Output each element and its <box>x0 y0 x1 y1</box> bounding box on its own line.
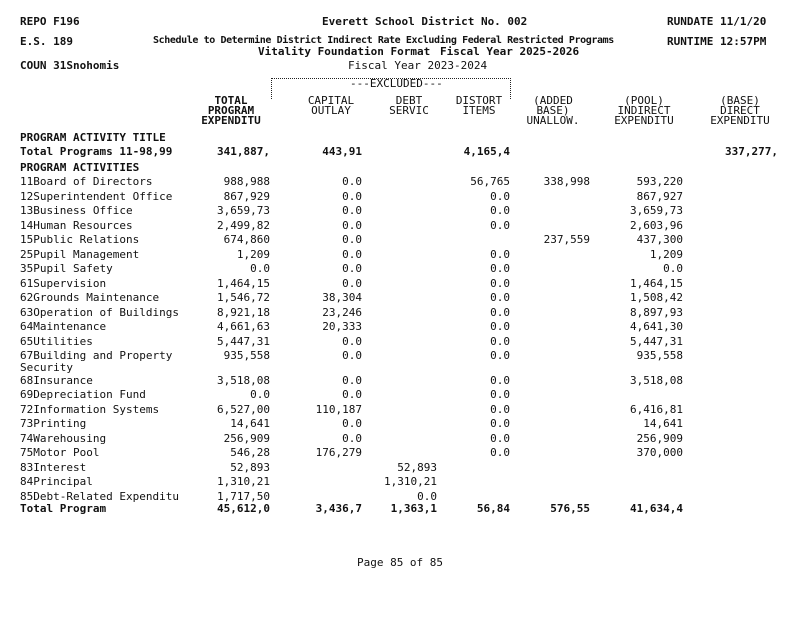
table-row <box>0 462 800 474</box>
cell-capital-outlay: 3,436,7 <box>315 502 362 515</box>
row-name: Total Programs 11-98,99 <box>20 145 173 158</box>
cell-pool-indirect: 3,659,73 <box>630 204 683 217</box>
col-header-base-direct: (BASE) DIRECT EXPENDITU <box>710 94 770 127</box>
cell-distort-items: 0.0 <box>490 291 510 304</box>
table-row-total-program <box>0 503 800 515</box>
cell-debt-service: 1,363,1 <box>390 502 437 515</box>
row-name: 14Human Resources <box>20 218 133 232</box>
cell-pool-indirect: 1,508,42 <box>630 291 683 304</box>
cell-added-base: 576,55 <box>550 502 590 515</box>
cell-pool-indirect: 3,518,08 <box>630 373 683 387</box>
table-row <box>0 292 800 304</box>
cell-capital-outlay: 0.0 <box>342 276 362 290</box>
cell-debt-service: 52,893 <box>397 460 437 474</box>
cell-capital-outlay: 23,246 <box>322 305 362 319</box>
cell-distort-items: 0.0 <box>490 247 510 261</box>
format-title: Vitality Foundation Format <box>258 45 431 58</box>
table-row <box>0 321 800 333</box>
cell-distort-items: 0.0 <box>490 305 510 319</box>
cell-distort-items: 56,765 <box>470 175 510 188</box>
col-header-distort-items: DISTORT ITEMS <box>455 94 503 117</box>
row-name: 74Warehousing <box>20 431 107 445</box>
cell-distort-items: 0.0 <box>490 402 510 416</box>
row-name: 61Supervision <box>20 276 107 290</box>
cell-pool-indirect: 1,464,15 <box>630 276 683 290</box>
cell-pool-indirect: 593,220 <box>636 175 683 188</box>
col-header-capital-outlay: CAPITAL OUTLAY <box>307 94 355 117</box>
table-row <box>0 205 800 217</box>
cell-pool-indirect: 41,634,4 <box>630 502 683 515</box>
cell-total-program: 5,447,31 <box>217 334 270 348</box>
cell-distort-items: 4,165,4 <box>463 145 510 158</box>
cell-total-program: 546,28 <box>230 446 270 459</box>
cell-distort-items: 0.0 <box>490 262 510 275</box>
cell-total-program: 8,921,18 <box>217 305 270 319</box>
cell-total-program: 3,659,73 <box>217 204 270 217</box>
cell-total-program: 935,558 <box>223 349 270 362</box>
fiscal-year-secondary: Fiscal Year 2023-2024 <box>348 59 488 72</box>
table-row <box>0 234 800 246</box>
cell-capital-outlay: 0.0 <box>342 233 362 246</box>
cell-debt-service: 1,310,21 <box>384 475 437 488</box>
cell-total-program: 1,310,21 <box>217 475 270 488</box>
cell-pool-indirect: 14,641 <box>643 417 683 430</box>
run-date: RUNDATE 11/1/20 <box>667 15 767 28</box>
row-name: 68Insurance <box>20 373 93 387</box>
cell-total-program: 0.0 <box>250 262 270 275</box>
row-name: 35Pupil Safety <box>20 262 113 275</box>
col-header-pool-indirect: (POOL) INDIRECT EXPENDITU <box>614 94 674 127</box>
row-name: 83Interest <box>20 460 87 474</box>
cell-distort-items: 0.0 <box>490 431 510 445</box>
table-row <box>0 491 800 503</box>
table-row <box>0 336 800 348</box>
cell-distort-items: 0.0 <box>490 446 510 459</box>
cell-distort-items: 0.0 <box>490 320 510 333</box>
cell-total-program: 4,661,63 <box>217 320 270 333</box>
cell-pool-indirect: 5,447,31 <box>630 334 683 348</box>
cell-distort-items: 0.0 <box>490 189 510 203</box>
cell-total-program: 1,717,50 <box>217 489 270 503</box>
cell-distort-items: 0.0 <box>490 276 510 290</box>
cell-capital-outlay: 443,91 <box>322 145 362 158</box>
cell-distort-items: 0.0 <box>490 334 510 348</box>
table-row <box>0 375 800 387</box>
cell-total-program: 52,893 <box>230 460 270 474</box>
cell-base-direct: 337,277, <box>725 145 778 158</box>
col-header-debt-service: DEBT SERVIC <box>389 94 429 117</box>
row-name: 67Building and Property Security <box>20 349 173 374</box>
section-program-activities: PROGRAM ACTIVITIES <box>20 161 140 174</box>
cell-total-program: 867,929 <box>223 189 270 203</box>
cell-distort-items: 0.0 <box>490 204 510 217</box>
table-row <box>0 278 800 290</box>
cell-pool-indirect: 370,000 <box>636 446 683 459</box>
table-row <box>0 191 800 203</box>
row-name: 62Grounds Maintenance <box>20 291 160 304</box>
cell-pool-indirect: 0.0 <box>663 262 683 275</box>
row-name: 15Public Relations <box>20 233 140 246</box>
cell-total-program: 674,860 <box>223 233 270 246</box>
cell-capital-outlay: 0.0 <box>342 262 362 275</box>
cell-pool-indirect: 867,927 <box>636 189 683 203</box>
col-header-total-program: TOTAL PROGRAM EXPENDITU <box>201 94 261 127</box>
table-row <box>0 220 800 232</box>
cell-pool-indirect: 4,641,30 <box>630 320 683 333</box>
row-name: 11Board of Directors <box>20 175 153 188</box>
cell-capital-outlay: 0.0 <box>342 175 362 188</box>
cell-distort-items: 0.0 <box>490 388 510 401</box>
cell-total-program: 45,612,0 <box>217 502 270 515</box>
row-name: 63Operation of Buildings <box>20 305 179 319</box>
cell-total-program: 0.0 <box>250 388 270 401</box>
row-name: 85Debt-Related Expenditu <box>20 489 179 503</box>
row-name: 64Maintenance <box>20 320 107 333</box>
cell-distort-items: 0.0 <box>490 218 510 232</box>
cell-total-program: 1,209 <box>236 247 270 261</box>
cell-pool-indirect: 256,909 <box>636 431 683 445</box>
row-name: 25Pupil Management <box>20 247 140 261</box>
cell-distort-items: 56,84 <box>476 502 510 515</box>
cell-total-program: 988,988 <box>223 175 270 188</box>
table-row <box>0 176 800 188</box>
table-row-total-programs <box>0 146 800 158</box>
cell-total-program: 1,546,72 <box>217 291 270 304</box>
cell-debt-service: 0.0 <box>417 489 437 503</box>
run-time: RUNTIME 12:57PM <box>667 35 767 48</box>
cell-distort-items: 0.0 <box>490 417 510 430</box>
cell-total-program: 256,909 <box>223 431 270 445</box>
district-title: Everett School District No. 002 <box>322 15 528 28</box>
cell-distort-items: 0.0 <box>490 373 510 387</box>
table-row <box>0 307 800 319</box>
cell-capital-outlay: 110,187 <box>315 402 362 416</box>
cell-capital-outlay: 0.0 <box>342 431 362 445</box>
cell-pool-indirect: 8,897,93 <box>630 305 683 319</box>
cell-pool-indirect: 1,209 <box>649 247 683 261</box>
cell-capital-outlay: 0.0 <box>342 334 362 348</box>
cell-total-program: 14,641 <box>230 417 270 430</box>
row-name: Total Program <box>20 502 107 515</box>
cell-capital-outlay: 0.0 <box>342 204 362 217</box>
es-line: E.S. 189 <box>20 35 73 48</box>
row-name: 73Printing <box>20 417 87 430</box>
cell-added-base: 237,559 <box>543 233 590 246</box>
col-header-added-base: (ADDED BASE) UNALLOW. <box>526 94 580 127</box>
cell-pool-indirect: 935,558 <box>636 349 683 362</box>
table-row <box>0 263 800 275</box>
report-id: REPO F196 <box>20 15 80 28</box>
cell-capital-outlay: 0.0 <box>342 218 362 232</box>
cell-capital-outlay: 38,304 <box>322 291 362 304</box>
cell-capital-outlay: 0.0 <box>342 417 362 430</box>
row-name: 13Business Office <box>20 204 133 217</box>
cell-total-program: 2,499,82 <box>217 218 270 232</box>
row-name: 65Utilities <box>20 334 93 348</box>
table-row <box>0 418 800 430</box>
cell-capital-outlay: 0.0 <box>342 349 362 362</box>
cell-capital-outlay: 0.0 <box>342 388 362 401</box>
cell-total-program: 341,887, <box>217 145 270 158</box>
cell-pool-indirect: 2,603,96 <box>630 218 683 232</box>
table-row <box>0 349 800 374</box>
cell-distort-items: 0.0 <box>490 349 510 362</box>
row-name: 75Motor Pool <box>20 446 100 459</box>
cell-pool-indirect: 437,300 <box>636 233 683 246</box>
cell-capital-outlay: 0.0 <box>342 189 362 203</box>
excluded-label: ---EXCLUDED--- <box>350 77 443 90</box>
section-program-activity-title: PROGRAM ACTIVITY TITLE <box>20 131 166 144</box>
cell-capital-outlay: 0.0 <box>342 247 362 261</box>
cell-capital-outlay: 20,333 <box>322 320 362 333</box>
cell-total-program: 3,518,08 <box>217 373 270 387</box>
cell-capital-outlay: 176,279 <box>315 446 362 459</box>
page-footer: Page 85 of 85 <box>356 556 444 569</box>
county-label: COUN 31Snohomis <box>20 59 120 72</box>
table-row <box>0 389 800 401</box>
table-row <box>0 476 800 488</box>
table-row <box>0 447 800 459</box>
fiscal-year-range: Fiscal Year 2025-2026 <box>440 45 580 58</box>
schedule-title: Schedule to Determine District Indirect Rate Excluding Federal Restricted Programs <box>153 35 614 46</box>
row-name: 12Superintendent Office <box>20 189 173 203</box>
cell-added-base: 338,998 <box>543 175 590 188</box>
table-row <box>0 249 800 261</box>
table-row <box>0 433 800 445</box>
row-name: 84Principal <box>20 475 93 488</box>
cell-total-program: 1,464,15 <box>217 276 270 290</box>
cell-capital-outlay: 0.0 <box>342 373 362 387</box>
row-name: 72Information Systems <box>20 402 160 416</box>
row-name: 69Depreciation Fund <box>20 388 146 401</box>
cell-total-program: 6,527,00 <box>217 402 270 416</box>
table-row <box>0 404 800 416</box>
cell-pool-indirect: 6,416,81 <box>630 402 683 416</box>
